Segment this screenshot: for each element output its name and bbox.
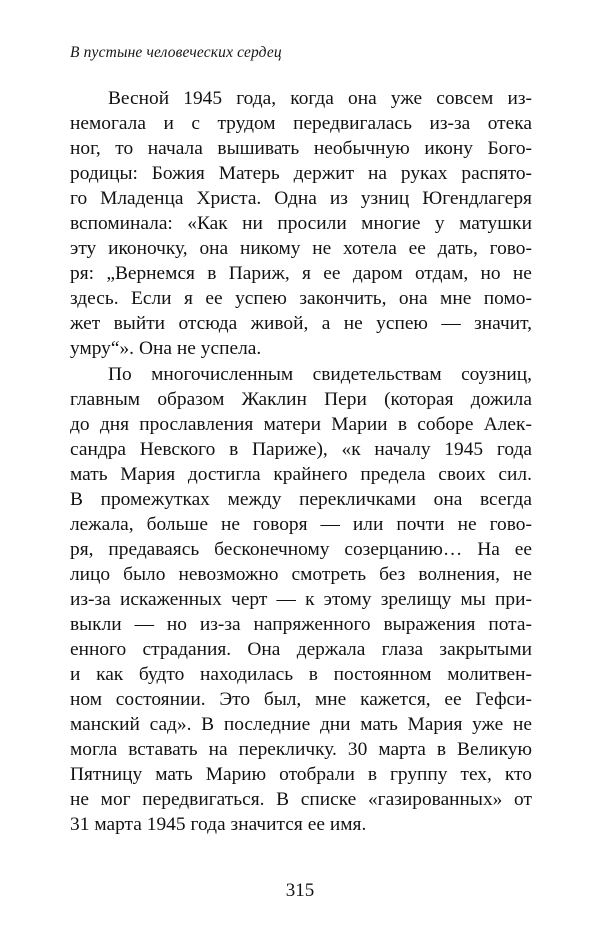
text-word: не [221,513,240,535]
text-word: смотреть [291,563,367,585]
text-word: к [305,588,315,610]
text-word: здесь. [70,288,119,310]
text-word: у [434,213,445,235]
text-word: совсем [436,88,494,109]
text-line [70,412,532,437]
text-line [70,462,532,487]
text-word: Пери [324,388,367,410]
text-word: вышивать [217,138,300,160]
text-word: мать [70,463,108,485]
text-word: узниц [360,188,410,210]
text-word: вспоминала: [70,213,173,235]
text-word: Божия [151,163,205,185]
text-word: дни [319,714,351,736]
text-word: манский [70,714,140,736]
text-word: Если [131,288,172,310]
text-word: отобрали [279,764,355,786]
text-word: и [70,664,81,686]
page-number: 315 [285,880,315,901]
text-word: не [457,513,477,535]
text-word: выражения [383,613,476,635]
text-word: держит [293,163,355,185]
text-line [70,537,532,562]
text-line [70,362,532,387]
text-word: сад». [149,714,192,736]
text-word: свидетельствам [312,363,442,385]
text-word: живой, [250,313,309,335]
text-word: и [163,113,174,135]
text-word: между [227,488,282,510]
text-word: иконочку, [108,238,188,260]
text-word: 1945 [183,88,223,109]
text-word: многочисленным [151,363,294,385]
text-word: лицо [70,563,111,585]
text-word: почти [396,513,445,535]
text-word: мать [155,764,193,786]
text-word: тех, [460,764,492,786]
text-word: успею [376,313,428,335]
text-word: страдания. [142,639,232,661]
text-word: ее [444,689,462,711]
text-word: В [276,789,290,811]
text-word: достигла [187,463,261,485]
text-line [70,612,532,637]
text-word: зрелищу [380,588,452,610]
text-word: бесконечному [214,538,330,560]
text-word: образом [157,388,225,410]
text-word: в [436,739,447,761]
text-line [70,762,532,787]
text-word: «газированных» [367,789,503,811]
text-word: списке [300,789,357,811]
text-word: мать [360,714,398,736]
text-word: ном [70,689,102,711]
text-word: постоянном [333,664,432,686]
text-word: Весной [108,88,170,109]
text-word: из [329,188,348,210]
text-word: мне [315,689,347,711]
text-word: дня [99,413,130,435]
text-word: мы [460,588,486,610]
text-word: промежутках [100,488,210,510]
text-word: жет [70,313,101,335]
text-word: было [123,563,166,585]
text-word: выйти [113,313,166,335]
text-word: а [321,313,331,335]
text-word: в [397,413,408,435]
text-word: В [70,488,83,510]
text-word: закрытыми [439,639,532,661]
text-line [70,211,532,236]
text-word: матери [263,413,321,435]
text-word: то [115,138,134,160]
text-word: По [108,363,132,385]
text-word: из- [507,88,532,109]
text-word: когда [290,88,334,109]
text-word: последние [223,714,311,736]
text-word: Бого- [487,138,532,160]
text-word: Марию [205,764,267,786]
text-word: искаженных [119,588,222,610]
text-word: Матерь [218,163,280,185]
text-word: года [496,438,532,460]
text-word: просили [277,213,347,235]
text-line [70,587,532,612]
text-word: она [433,488,463,510]
text-word: на [368,163,387,185]
text-word: матушки [459,213,532,235]
text-word: своих [438,463,486,485]
text-word: На [477,538,500,560]
text-word: в [367,764,377,786]
text-word: Марии [331,413,388,435]
text-word: Одна [274,188,317,210]
text-word: трудом [217,113,276,135]
text-word: ног, [70,138,101,160]
paragraph-1 [70,86,532,362]
text-word: на [208,739,228,761]
text-word: будто [138,664,185,686]
text-word: руках [400,163,448,185]
text-word: с [191,113,200,135]
text-word: не [343,313,363,335]
text-word: кажется, [360,689,431,711]
text-line [70,687,532,712]
text-word: никому [239,238,301,260]
text-word: в [229,438,239,460]
text-line [70,236,532,261]
text-word: ее [514,538,532,560]
text-word: начала [147,138,203,160]
text-word: — [320,513,340,535]
text-word: предела [360,463,426,485]
text-word: как [96,664,124,686]
text-word: ее [205,288,223,310]
text-word: ее [323,263,341,285]
text-word: или [352,513,384,535]
text-word: Младенца [100,188,184,210]
text-line [70,437,532,462]
text-word: она [199,238,229,260]
text-word: отека [487,113,532,135]
text-word: но [480,263,501,285]
text-word: немогала [70,113,146,135]
text-word: успею [235,288,287,310]
text-line [70,712,532,737]
text-word: Жаклин [241,388,307,410]
text-line [70,637,532,662]
text-word: главным [70,388,141,410]
text-word: находилась [200,664,294,686]
text-word: могла [70,739,118,761]
text-word: выкли [70,613,122,635]
text-word: всегда [480,488,532,510]
text-word: передвигалась [293,113,412,135]
running-head: В пустыне человеческих сердец [70,44,282,61]
text-word: из-за [199,613,241,635]
text-line [70,387,532,412]
text-word: ря: [70,263,95,285]
text-line [70,737,532,762]
text-word: невозможно [178,563,279,585]
text-line [70,261,532,286]
text-word: черт [231,588,268,610]
text-word: уже [472,714,504,736]
text-word: Мария [407,714,463,736]
text-word: Великую [457,739,532,761]
text-word: предаваясь [108,538,200,560]
text-word: но [166,613,187,635]
text-word: соборе [417,413,474,435]
text-word: был, [263,689,302,711]
text-word: она [348,88,377,109]
text-word: ря, [70,538,94,560]
text-line: умру“». Она не успела. [70,338,262,360]
text-word: группу [389,764,448,786]
text-line [70,161,532,186]
text-word: Христа. [196,188,262,210]
text-line [70,487,532,512]
text-word: ни [242,213,263,235]
text-word: года, [236,88,277,109]
text-word: глаза [381,639,424,661]
text-word: вставать [128,739,198,761]
text-word: созерцанию… [344,538,463,560]
text-word: „Вернемся [106,263,195,285]
text-line [70,311,532,336]
text-word: помо- [483,288,532,310]
text-word: многие [361,213,421,235]
text-line [70,787,532,812]
text-word: «к [341,438,361,460]
text-word: — [134,613,154,635]
text-word: Пятницу [70,764,143,786]
text-word: родицы: [70,163,138,185]
paragraph-2 [70,362,532,838]
text-word: закончить, [299,288,387,310]
text-word: мне [440,288,472,310]
text-word: от [514,789,532,811]
text-word: 1945 [444,438,484,460]
text-line [70,111,532,136]
text-word: необычную [313,138,410,160]
text-word: марта [378,739,426,761]
text-word: 30 [347,739,368,761]
text-word: сил. [498,463,532,485]
text-word: пота- [488,613,532,635]
text-word: икону [424,138,473,160]
text-word: распято- [461,163,532,185]
text-word: Невского [139,438,216,460]
text-word: (которая [384,388,454,410]
text-word: началу [374,438,431,460]
text-word: Это [219,689,251,711]
text-line [70,86,532,111]
text-word: В [201,714,215,736]
text-word: напряженного [253,613,371,635]
text-word: больше [146,513,208,535]
text-word: гово- [489,513,532,535]
text-word: хотела [343,238,397,260]
text-line [70,186,532,211]
text-word: я [302,263,311,285]
text-word: в [207,263,217,285]
text-word: «Как [187,213,228,235]
text-word: Париже), [252,438,328,460]
text-word: не [70,789,89,811]
text-word: молитвен- [447,664,532,686]
text-word: перекличками [299,488,416,510]
text-word: Она [247,639,281,661]
text-word: при- [495,588,532,610]
text-word: держала [296,639,366,661]
text-word: го [70,188,88,210]
text-word: дать, [437,238,478,260]
text-line [70,562,532,587]
text-word: из-за [70,588,111,610]
text-word: даром [352,263,403,285]
text-word: состоянии. [115,689,206,711]
text-word: она [398,288,428,310]
text-word: дожила [470,388,532,410]
text-word: значит, [474,313,532,335]
text-word: крайнего [273,463,348,485]
text-word: перекличку. [238,739,337,761]
text-word: без [379,563,406,585]
text-line [70,662,532,687]
text-word: из-за [429,113,471,135]
text-word: ее [408,238,426,260]
text-word: не [512,714,532,736]
text-word: мог [100,789,131,811]
text-word: я [184,288,193,310]
text-word: енного [70,639,127,661]
text-line: 31 марта 1945 года значится ее имя. [70,814,367,836]
text-word: сандра [70,438,126,460]
body-text-block [70,86,532,837]
text-word: говоря [253,513,308,535]
text-word: — [441,313,461,335]
text-word: до [70,413,90,435]
text-word: передвигаться. [142,789,265,811]
text-line [70,512,532,537]
text-word: не [312,238,332,260]
text-word: уже [390,88,423,109]
text-word: лежала, [70,513,134,535]
text-word: Гефси- [475,689,532,711]
text-word: прославления [139,413,254,435]
text-word: Алек- [483,413,532,435]
text-word: кто [504,764,532,786]
text-word: гово- [489,238,532,260]
text-word: эту [70,238,97,260]
text-word: — [276,588,296,610]
text-word: отсюда [178,313,238,335]
text-word: в [308,664,318,686]
text-word: Париж, [228,263,290,285]
text-line [70,286,532,311]
text-word: Югендлагеря [422,188,532,210]
text-line [70,136,532,161]
text-word: соузниц, [461,363,532,385]
text-word: не [512,263,532,285]
text-word: этому [323,588,372,610]
text-word: отдам, [414,263,469,285]
text-word: волнения, [418,563,500,585]
text-word: Мария [120,463,176,485]
text-word: не [512,563,532,585]
